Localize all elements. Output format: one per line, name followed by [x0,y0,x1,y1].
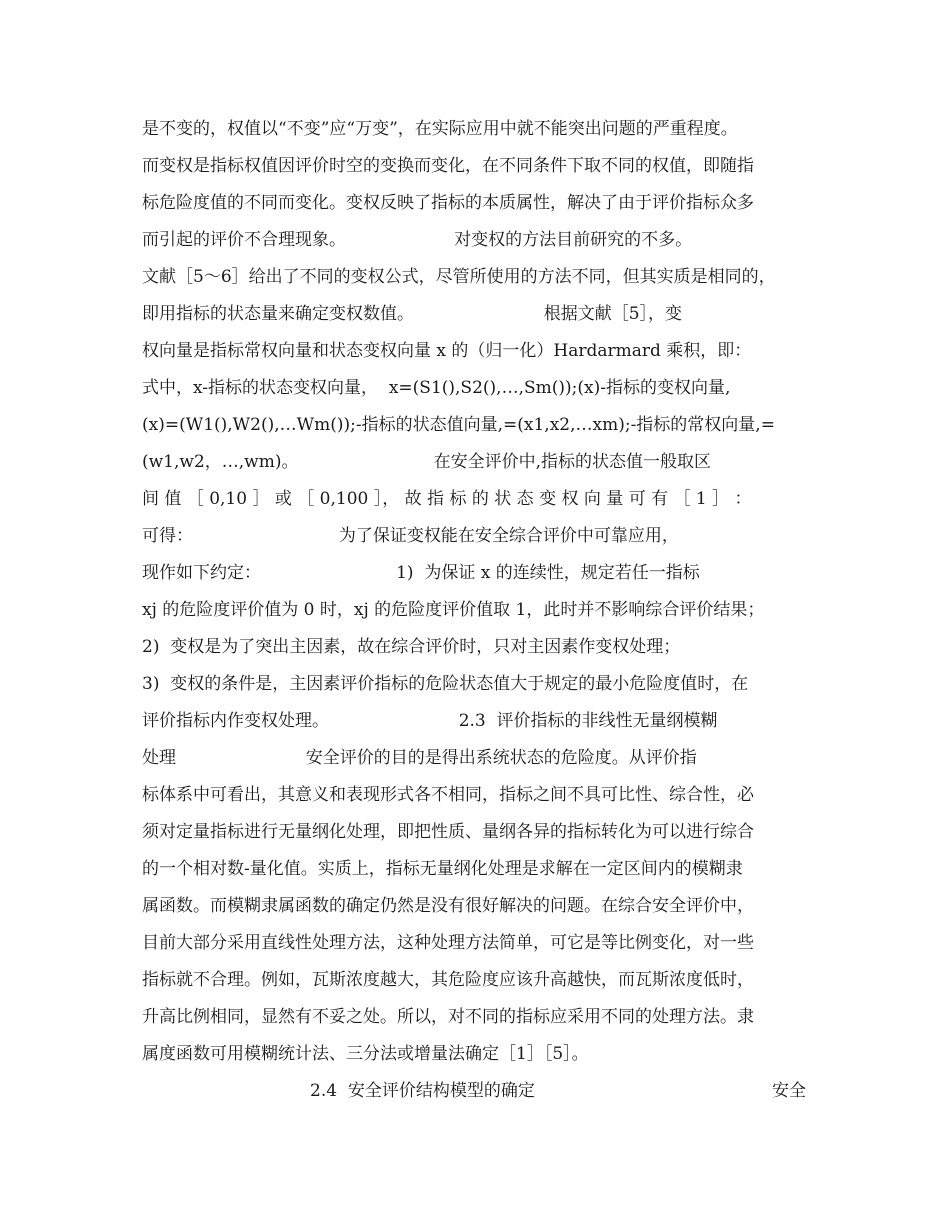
text-line: 而引起的评价不合理现象。 对变权的方法目前研究的不多。 [142,230,693,250]
text-line: 是不变的，权值以“不变”应“万变”，在实际应用中就不能突出问题的严重程度。 [142,119,738,139]
text-line: 文献［5～6］给出了不同的变权公式，尽管所使用的方法不同，但其实质是相同的， [142,267,776,287]
text-line: 式中，x-指标的状态变权向量， x=(S1(),S2(),…,Sm());(x)-指标的变权向量, [142,378,731,398]
text-line: 指标就不合理。例如，瓦斯浓度越大，其危险度应该升高越快，而瓦斯浓度低时， [142,970,754,990]
text-line: 标危险度值的不同而变化。变权反映了指标的本质属性，解决了由于评价指标众多 [142,193,754,213]
text-line: 间 值 ［ 0,10 ］ 或 ［ 0,100 ］， 故 指 标 的 状 态 变 权 向 量 可 有 ［ 1 ］ ： [142,489,752,509]
text-line: 须对定量指标进行无量纲化处理，即把性质、量纲各异的指标转化为可以进行综合 [142,822,754,842]
text-line: 3) 变权的条件是，主因素评价指标的危险状态值大于规定的最小危险度值时，在 [142,674,749,694]
text-line: 标体系中可看出，其意义和表现形式各不相同，指标之间不具可比性、综合性，必 [142,785,754,805]
text-line: 现作如下约定： 1) 为保证 x 的连续性，规定若任一指标 [142,563,700,583]
text-line: 目前大部分采用直线性处理方法，这种处理方法简单，可它是等比例变化，对一些 [142,933,754,953]
text-line: 属度函数可用模糊统计法、三分法或增量法确定［1］［5］。 [142,1044,589,1064]
text-line: 权向量是指标常权向量和状态变权向量 x 的（归一化）Hardarmard 乘积，即： [142,341,752,361]
text-line: 升高比例相同，显然有不妥之处。所以，对不同的指标应采用不同的处理方法。隶 [142,1007,754,1027]
text-line: 评价指标内作变权处理。 2.3 评价指标的非线性无量纲模糊 [142,711,718,731]
text-line: 2) 变权是为了突出主因素，故在综合评价时，只对主因素作变权处理； [142,637,681,657]
section-heading: 2.4 安全评价结构模型的确定 [310,1081,535,1101]
text-line: 而变权是指标权值因评价时空的变换而变化，在不同条件下取不同的权值，即随指 [142,156,754,176]
text-line: 属函数。而模糊隶属函数的确定仍然是没有很好解决的问题。在综合安全评价中， [142,896,754,916]
text-line: xj 的危险度评价值为 0 时，xj 的危险度评价值取 1，此时并不影响综合评价结果； [142,600,765,620]
text-line: (w1,w2，…,wm)。 在安全评价中,指标的状态值一般取区 [142,452,711,472]
text-line: 处理 安全评价的目的是得出系统状态的危险度。从评价指 [142,748,697,768]
text-line: 即用指标的状态量来确定变权数值。 根据文献［5］，变 [142,304,683,324]
text-line: (x)=(W1(),W2(),…Wm());-指标的状态值向量,=(x1,x2,…xm);-指标的常权向量,= [142,415,775,435]
section-tail-text: 安全 [772,1081,806,1101]
text-line: 的一个相对数-量化值。实质上，指标无量纲化处理是求解在一定区间内的模糊隶 [142,859,743,879]
text-line: 可得： 为了保证变权能在安全综合评价中可靠应用， [142,526,679,546]
